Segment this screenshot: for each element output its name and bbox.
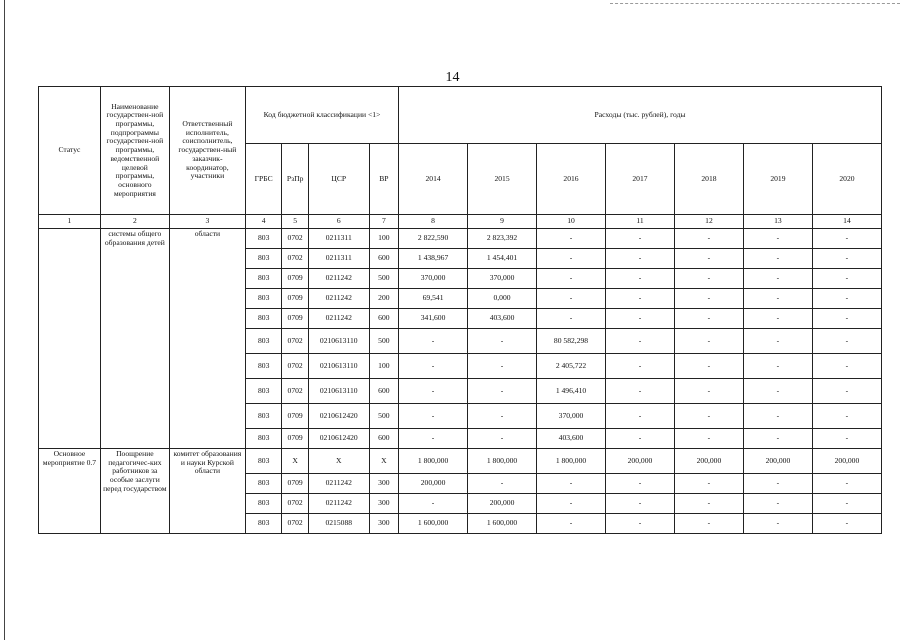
grbs-cell: 803 [245, 449, 282, 474]
y2020-cell: - [812, 379, 881, 404]
y2014-cell: 370,000 [399, 269, 468, 289]
csr-cell: 0210613110 [308, 329, 369, 354]
y2019-cell: - [743, 354, 812, 379]
y2018-cell: - [674, 494, 743, 514]
y2016-cell: 370,000 [537, 404, 606, 429]
column-number: 14 [812, 215, 881, 229]
executor-cell: комитет образования и науки Курской области [169, 449, 245, 534]
y2015-cell: - [468, 429, 537, 449]
rzpr-cell: Х [282, 449, 308, 474]
y2017-cell: - [605, 329, 674, 354]
y2020-cell: - [812, 514, 881, 534]
y2017-cell: - [605, 429, 674, 449]
y2015-cell: - [468, 404, 537, 429]
rzpr-cell: 0709 [282, 429, 308, 449]
y2015-cell: 1 600,000 [468, 514, 537, 534]
grbs-cell: 803 [245, 309, 282, 329]
column-number: 10 [537, 215, 606, 229]
column-number: 7 [369, 215, 398, 229]
y2018-cell: - [674, 229, 743, 249]
y2017-cell: - [605, 289, 674, 309]
y2014-cell: 1 800,000 [399, 449, 468, 474]
vr-cell: 500 [369, 269, 398, 289]
y2018-cell: 200,000 [674, 449, 743, 474]
y2017-cell: - [605, 309, 674, 329]
y2020-cell: - [812, 494, 881, 514]
y2017-cell: - [605, 379, 674, 404]
y2018-cell: - [674, 289, 743, 309]
y2017-cell: 200,000 [605, 449, 674, 474]
budget-allocation-table [38, 86, 882, 534]
y2020-cell: - [812, 404, 881, 429]
y2018-cell: - [674, 354, 743, 379]
y2016-cell: 403,600 [537, 429, 606, 449]
y2014-cell: - [399, 494, 468, 514]
y2016-cell: - [537, 229, 606, 249]
header-year-2015: 2015 [468, 144, 537, 215]
y2019-cell: - [743, 249, 812, 269]
y2015-cell: - [468, 474, 537, 494]
y2014-cell: 200,000 [399, 474, 468, 494]
y2018-cell: - [674, 404, 743, 429]
vr-cell: 600 [369, 249, 398, 269]
vr-cell: 100 [369, 354, 398, 379]
column-number: 5 [282, 215, 308, 229]
vr-cell: 500 [369, 404, 398, 429]
y2016-cell: 1 800,000 [537, 449, 606, 474]
column-number: 1 [39, 215, 101, 229]
y2014-cell: 2 822,590 [399, 229, 468, 249]
grbs-cell: 803 [245, 269, 282, 289]
header-grbs: ГРБС [245, 144, 282, 215]
rzpr-cell: 0709 [282, 404, 308, 429]
executor-cell: области [169, 229, 245, 449]
vr-cell: Х [369, 449, 398, 474]
y2016-cell: - [537, 494, 606, 514]
rzpr-cell: 0702 [282, 329, 308, 354]
y2015-cell: 1 800,000 [468, 449, 537, 474]
csr-cell: Х [308, 449, 369, 474]
column-number: 3 [169, 215, 245, 229]
rzpr-cell: 0709 [282, 309, 308, 329]
y2016-cell: - [537, 289, 606, 309]
y2017-cell: - [605, 229, 674, 249]
header-responsible-executor: Ответственный исполнитель, соисполнитель, государствен-ный заказчик-координатор, участники [169, 87, 245, 215]
rzpr-cell: 0702 [282, 249, 308, 269]
y2018-cell: - [674, 379, 743, 404]
y2020-cell: - [812, 354, 881, 379]
table-body [39, 215, 882, 534]
rzpr-cell: 0702 [282, 514, 308, 534]
y2020-cell: - [812, 249, 881, 269]
y2019-cell: - [743, 269, 812, 289]
header-budget-classification-code: Код бюджетной классификации <1> [245, 87, 398, 144]
y2015-cell: 403,600 [468, 309, 537, 329]
header-year-2014: 2014 [399, 144, 468, 215]
column-number: 8 [399, 215, 468, 229]
vr-cell: 300 [369, 494, 398, 514]
y2016-cell: - [537, 249, 606, 269]
grbs-cell: 803 [245, 229, 282, 249]
y2018-cell: - [674, 474, 743, 494]
y2019-cell: - [743, 514, 812, 534]
csr-cell: 0211311 [308, 249, 369, 269]
y2019-cell: 200,000 [743, 449, 812, 474]
y2019-cell: - [743, 474, 812, 494]
y2019-cell: - [743, 404, 812, 429]
page-number: 14 [445, 70, 460, 85]
vr-cell: 100 [369, 229, 398, 249]
page-left-border-line [4, 0, 5, 640]
column-number: 11 [605, 215, 674, 229]
y2014-cell: - [399, 404, 468, 429]
y2014-cell: 69,541 [399, 289, 468, 309]
csr-cell: 0211242 [308, 494, 369, 514]
page-top-scan-line [610, 3, 900, 4]
y2015-cell: - [468, 354, 537, 379]
header-rzpr: РзПр [282, 144, 308, 215]
grbs-cell: 803 [245, 404, 282, 429]
grbs-cell: 803 [245, 474, 282, 494]
rzpr-cell: 0709 [282, 289, 308, 309]
column-number: 13 [743, 215, 812, 229]
y2019-cell: - [743, 329, 812, 354]
column-number: 9 [468, 215, 537, 229]
y2014-cell: 341,600 [399, 309, 468, 329]
y2016-cell: 2 405,722 [537, 354, 606, 379]
rzpr-cell: 0702 [282, 229, 308, 249]
y2020-cell: - [812, 269, 881, 289]
column-number-row [39, 215, 882, 229]
y2018-cell: - [674, 249, 743, 269]
header-year-2017: 2017 [605, 144, 674, 215]
rzpr-cell: 0702 [282, 354, 308, 379]
header-year-2016: 2016 [537, 144, 606, 215]
y2019-cell: - [743, 429, 812, 449]
table-row [39, 229, 882, 249]
status-cell [39, 229, 101, 449]
vr-cell: 300 [369, 474, 398, 494]
vr-cell: 500 [369, 329, 398, 354]
vr-cell: 300 [369, 514, 398, 534]
header-vr: ВР [369, 144, 398, 215]
y2015-cell: 2 823,392 [468, 229, 537, 249]
header-year-2018: 2018 [674, 144, 743, 215]
header-status: Статус [39, 87, 101, 215]
y2018-cell: - [674, 269, 743, 289]
y2017-cell: - [605, 249, 674, 269]
y2018-cell: - [674, 514, 743, 534]
csr-cell: 0210613110 [308, 354, 369, 379]
y2016-cell: - [537, 309, 606, 329]
y2018-cell: - [674, 329, 743, 354]
y2019-cell: - [743, 229, 812, 249]
rzpr-cell: 0709 [282, 269, 308, 289]
y2019-cell: - [743, 309, 812, 329]
program-name-cell: Поощрение педагогичес-ких работников за особые заслуги перед государством [100, 449, 169, 534]
y2016-cell: - [537, 474, 606, 494]
column-number: 12 [674, 215, 743, 229]
column-number: 2 [100, 215, 169, 229]
header-csr: ЦСР [308, 144, 369, 215]
y2019-cell: - [743, 494, 812, 514]
y2014-cell: - [399, 354, 468, 379]
program-name-cell: системы общего образования детей [100, 229, 169, 449]
csr-cell: 0211242 [308, 474, 369, 494]
y2015-cell: - [468, 379, 537, 404]
vr-cell: 200 [369, 289, 398, 309]
rzpr-cell: 0702 [282, 494, 308, 514]
csr-cell: 0210613110 [308, 379, 369, 404]
y2020-cell: - [812, 474, 881, 494]
y2017-cell: - [605, 474, 674, 494]
y2020-cell: - [812, 429, 881, 449]
table-row [39, 449, 882, 474]
y2020-cell: 200,000 [812, 449, 881, 474]
grbs-cell: 803 [245, 354, 282, 379]
y2016-cell: - [537, 269, 606, 289]
csr-cell: 0211242 [308, 269, 369, 289]
y2014-cell: - [399, 429, 468, 449]
rzpr-cell: 0702 [282, 379, 308, 404]
grbs-cell: 803 [245, 514, 282, 534]
csr-cell: 0215088 [308, 514, 369, 534]
y2020-cell: - [812, 329, 881, 354]
grbs-cell: 803 [245, 249, 282, 269]
header-year-2020: 2020 [812, 144, 881, 215]
csr-cell: 0210612420 [308, 429, 369, 449]
y2017-cell: - [605, 269, 674, 289]
y2014-cell: 1 600,000 [399, 514, 468, 534]
y2020-cell: - [812, 229, 881, 249]
y2019-cell: - [743, 289, 812, 309]
csr-cell: 0211242 [308, 289, 369, 309]
grbs-cell: 803 [245, 289, 282, 309]
y2015-cell: 0,000 [468, 289, 537, 309]
y2020-cell: - [812, 309, 881, 329]
y2017-cell: - [605, 354, 674, 379]
header-expenses: Расходы (тыс. рублей), годы [399, 87, 882, 144]
csr-cell: 0210612420 [308, 404, 369, 429]
y2017-cell: - [605, 404, 674, 429]
status-cell: Основное мероприятие 0.7 [39, 449, 101, 534]
vr-cell: 600 [369, 429, 398, 449]
vr-cell: 600 [369, 379, 398, 404]
y2015-cell: 200,000 [468, 494, 537, 514]
y2015-cell: 1 454,401 [468, 249, 537, 269]
table-header [39, 87, 882, 215]
csr-cell: 0211311 [308, 229, 369, 249]
y2014-cell: - [399, 329, 468, 354]
y2014-cell: 1 438,967 [399, 249, 468, 269]
grbs-cell: 803 [245, 379, 282, 404]
grbs-cell: 803 [245, 329, 282, 354]
y2017-cell: - [605, 494, 674, 514]
y2019-cell: - [743, 379, 812, 404]
grbs-cell: 803 [245, 429, 282, 449]
header-year-2019: 2019 [743, 144, 812, 215]
y2016-cell: - [537, 514, 606, 534]
y2015-cell: 370,000 [468, 269, 537, 289]
vr-cell: 600 [369, 309, 398, 329]
y2018-cell: - [674, 429, 743, 449]
y2016-cell: 80 582,298 [537, 329, 606, 354]
y2018-cell: - [674, 309, 743, 329]
rzpr-cell: 0709 [282, 474, 308, 494]
column-number: 4 [245, 215, 282, 229]
csr-cell: 0211242 [308, 309, 369, 329]
grbs-cell: 803 [245, 494, 282, 514]
y2015-cell: - [468, 329, 537, 354]
y2017-cell: - [605, 514, 674, 534]
y2014-cell: - [399, 379, 468, 404]
column-number: 6 [308, 215, 369, 229]
header-program-name: Наименование государствен-ной программы, подпрограммы государствен-ной программы, ведомственной целевой программы, основного мероприятия [100, 87, 169, 215]
y2020-cell: - [812, 289, 881, 309]
y2016-cell: 1 496,410 [537, 379, 606, 404]
